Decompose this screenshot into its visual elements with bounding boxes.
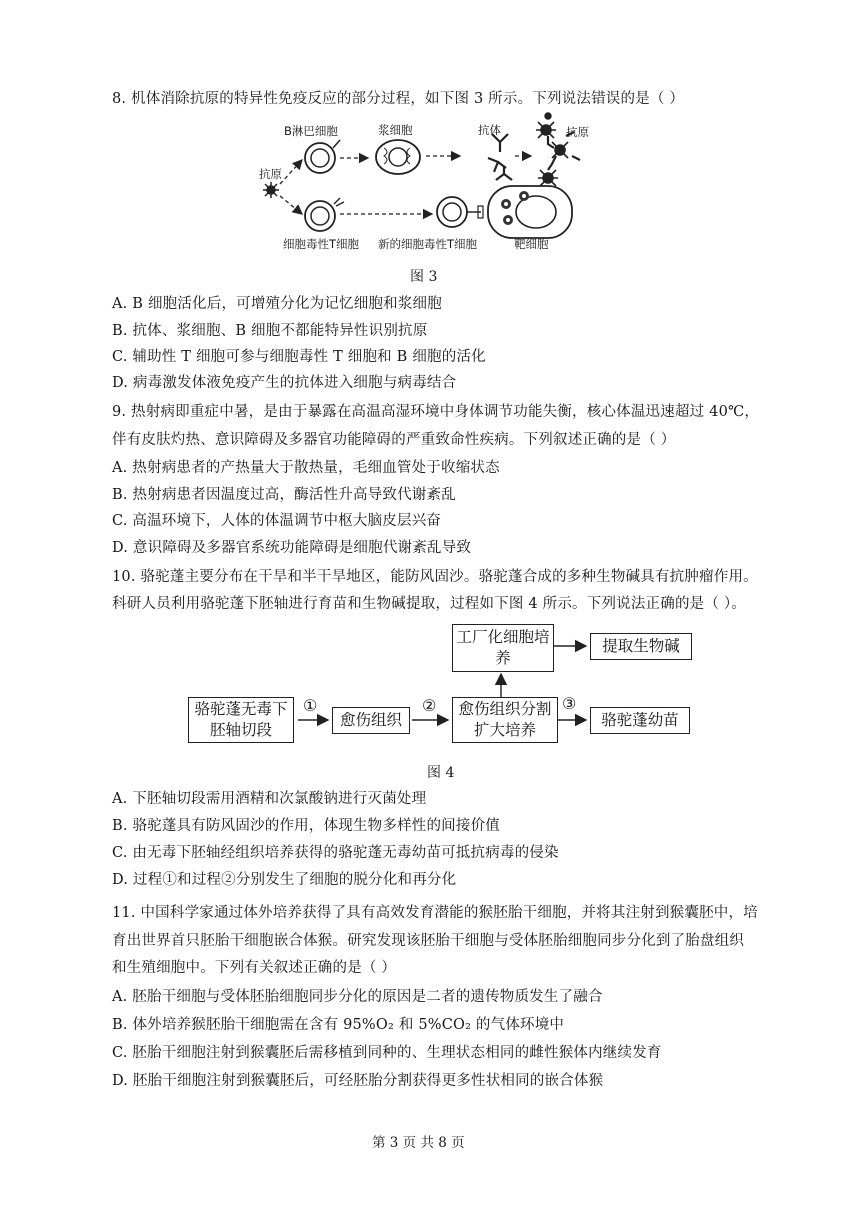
q9-stem-line-1: 9. 热射病即重症中暑，是由于暴露在高温高湿环境中身体调节功能失衡，核心体温迅速超过 40℃， (112, 404, 760, 420)
step-3-label: ③ (562, 694, 577, 713)
q8-option-d: D. 病毒激发体液免疫产生的抗体进入细胞与病毒结合 (112, 375, 457, 391)
figure-3-caption: 图 3 (410, 269, 438, 285)
q11-option-b: B. 体外培养猴胚胎干细胞需在含有 95%O₂ 和 5%CO₂ 的气体环境中 (112, 1017, 565, 1033)
page-footer: 第 3 页 共 8 页 (372, 1135, 465, 1151)
label-antigen-right: 抗原 (566, 125, 589, 139)
label-antigen-left: 抗原 (259, 167, 282, 181)
q9-stem-line-2: 伴有皮肤灼热、意识障碍及多器官功能障碍的严重致命性疾病。下列叙述正确的是（ ） (112, 432, 676, 448)
step-2-label: ② (422, 696, 437, 715)
figure-4-caption: 图 4 (427, 765, 455, 781)
label-cytotoxic-t-cell: 细胞毒性T细胞 (283, 237, 360, 251)
q8-option-c: C. 辅助性 T 细胞可参与细胞毒性 T 细胞和 B 细胞的活化 (112, 349, 486, 365)
label-new-cytotoxic-t-cell: 新的细胞毒性T细胞 (378, 237, 478, 251)
q8-option-a: A. B 细胞活化后，可增殖分化为记忆细胞和浆细胞 (112, 296, 442, 312)
box-callus: 愈伤组织 (332, 707, 410, 734)
q10-option-a: A. 下胚轴切段需用酒精和次氯酸钠进行灭菌处理 (112, 791, 427, 807)
box-callus-culture: 愈伤组织分割扩大培养 (452, 697, 558, 743)
box-extract-alkaloid: 提取生物碱 (590, 633, 692, 660)
q9-option-a: A. 热射病患者的产热量大于散热量，毛细血管处于收缩状态 (112, 460, 500, 476)
q11-option-d: D. 胚胎干细胞注射到猴囊胚后，可经胚胎分割获得更多性状相同的嵌合体猴 (112, 1073, 604, 1089)
q9-option-d: D. 意识障碍及多器官系统功能障碍是细胞代谢紊乱导致 (112, 540, 472, 556)
q11-stem-line-1: 11. 中国科学家通过体外培养获得了具有高效发育潜能的猴胚胎干细胞，并将其注射到猴囊胚中，培 (112, 905, 758, 921)
q11-stem-line-3: 和生殖细胞中。下列有关叙述正确的是（ ） (112, 960, 397, 976)
box-explant: 骆驼蓬无毒下胚轴切段 (188, 697, 294, 743)
q11-stem-line-2: 育出世界首只胚胎干细胞嵌合体猴。研究发现该胚胎干细胞与受体胚胎细胞同步分化到了胎盘组织 (112, 933, 745, 949)
box-seedling: 骆驼蓬幼苗 (590, 707, 690, 734)
q9-option-c: C. 高温环境下，人体的体温调节中枢大脑皮层兴奋 (112, 513, 442, 529)
q10-stem-line-2: 科研人员利用骆驼蓬下胚轴进行育苗和生物碱提取，过程如下图 4 所示。下列说法正确的是（ ）。 (112, 596, 746, 612)
q10-stem-line-1: 10. 骆驼蓬主要分布在干旱和半干旱地区，能防风固沙。骆驼蓬合成的多种生物碱具有抗肿瘤作用。 (112, 569, 758, 585)
q10-option-c: C. 由无毒下胚轴经组织培养获得的骆驼蓬无毒幼苗可抵抗病毒的侵染 (112, 845, 559, 861)
q9-option-b: B. 热射病患者因温度过高，酶活性升高导致代谢紊乱 (112, 487, 456, 503)
box-factory-culture: 工厂化细胞培养 (452, 624, 554, 672)
label-antibody: 抗体 (478, 123, 501, 137)
q10-option-b: B. 骆驼蓬具有防风固沙的作用，体现生物多样性的间接价值 (112, 818, 500, 834)
q11-option-a: A. 胚胎干细胞与受体胚胎细胞同步分化的原因是二者的遗传物质发生了融合 (112, 989, 603, 1005)
q8-stem: 8. 机体消除抗原的特异性免疫反应的部分过程，如下图 3 所示。下列说法错误的是（ ） (112, 91, 685, 107)
q11-option-c: C. 胚胎干细胞注射到猴囊胚后需移植到同种的、生理状态相同的雌性猴体内继续发育 (112, 1045, 662, 1061)
label-plasma-cell: 浆细胞 (378, 123, 413, 137)
q10-option-d: D. 过程①和过程②分别发生了细胞的脱分化和再分化 (112, 872, 457, 888)
q8-option-b: B. 抗体、浆细胞、B 细胞不都能特异性识别抗原 (112, 323, 428, 339)
step-1-label: ① (303, 696, 318, 715)
label-b-cell: B淋巴细胞 (284, 124, 338, 138)
label-target-cell: 靶细胞 (514, 237, 549, 251)
